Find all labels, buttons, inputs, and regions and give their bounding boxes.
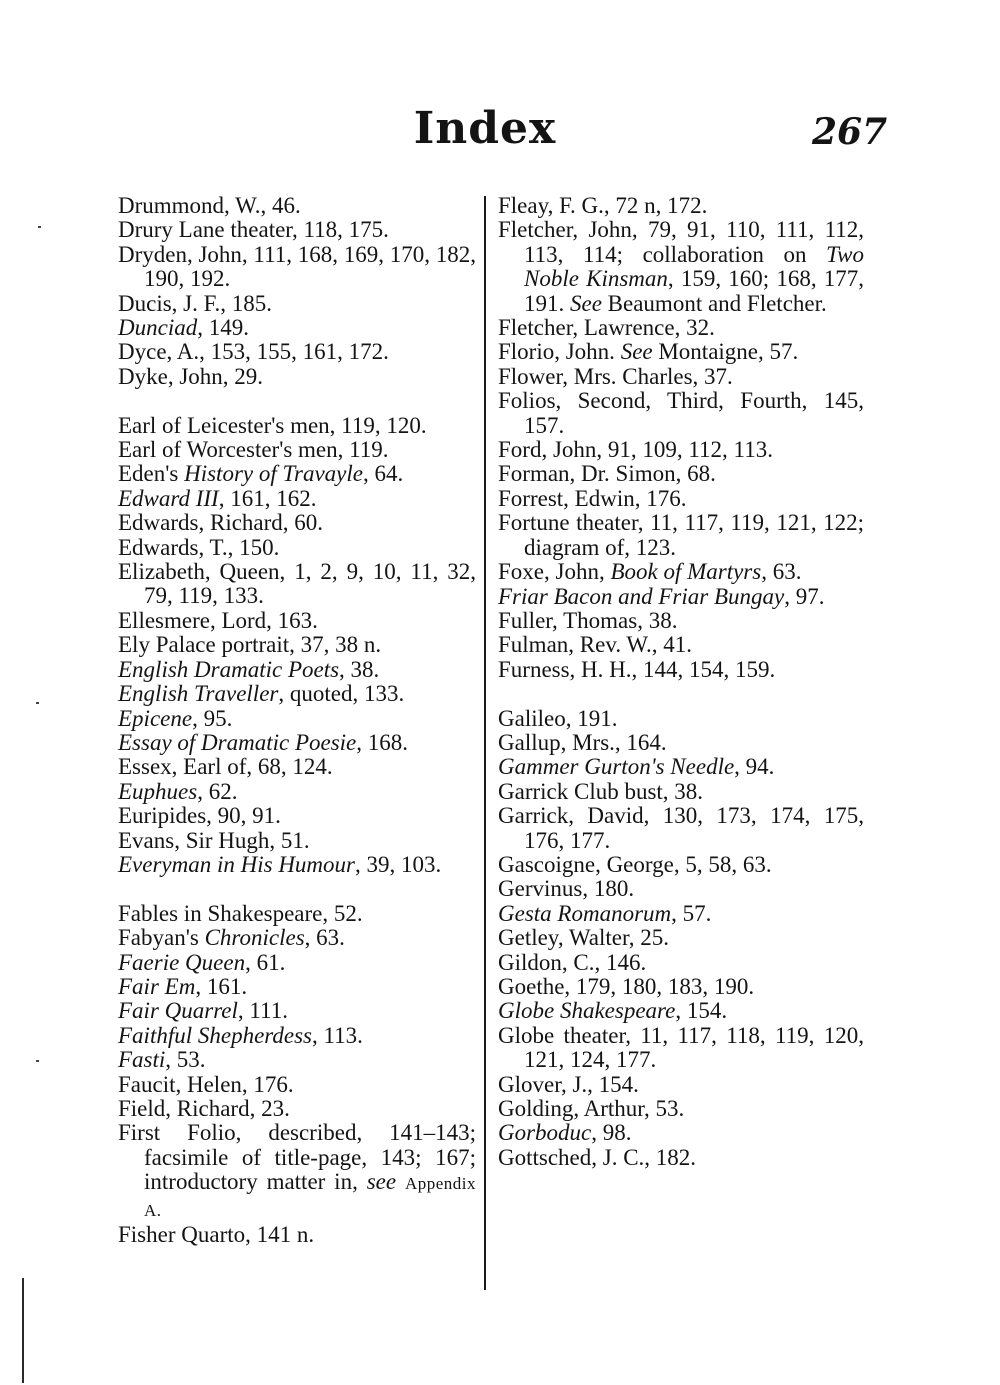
entry-pages: , 168. (356, 729, 409, 755)
index-entry: Elizabeth, Queen, 1, 2, 9, 10, 11, 32, 79, 119, 133. (118, 559, 476, 609)
index-entry (498, 560, 864, 584)
index-entry: Dyce, A., 153, 155, 161, 172. (118, 339, 389, 365)
work-title: English Dramatic Poets (118, 656, 340, 682)
index-entry: Earl of Leicester's men, 119, 120. (118, 412, 427, 438)
index-column-right (498, 194, 864, 1170)
index-entry (498, 218, 864, 316)
index-entry (498, 999, 864, 1023)
work-title: Fair Quarrel (118, 998, 238, 1024)
section-gap (118, 389, 476, 413)
index-entry (118, 658, 476, 682)
index-entry: Garrick, David, 130, 173, 174, 175, 176, 177. (498, 803, 864, 853)
index-entry: Drummond, W., 46. (118, 193, 301, 218)
index-entry: Flower, Mrs. Charles, 37. (498, 363, 733, 389)
entry-name: Florio, John. (498, 339, 621, 365)
index-entry (498, 902, 864, 926)
index-entry: Fortune theater, 11, 117, 119, 121, 122; diagram of, 123. (498, 510, 864, 560)
index-entry: Drury Lane theater, 118, 175. (118, 217, 389, 243)
index-entry: Euripides, 90, 91. (118, 803, 281, 829)
index-entry (118, 731, 476, 755)
entry-pages: , 61. (245, 949, 286, 975)
entry-pages: , 64. (363, 461, 404, 487)
entry-pages: , quoted, 133. (278, 681, 405, 707)
index-entry: Gottsched, J. C., 182. (498, 1144, 697, 1170)
entry-pages: , 111. (237, 998, 288, 1024)
entry-text: Montaigne, 57. (652, 339, 799, 365)
index-entry: Gervinus, 180. (498, 876, 635, 902)
entry-pages: , 154. (675, 998, 728, 1024)
index-entry: Fuller, Thomas, 38. (498, 607, 678, 633)
index-entry: Field, Richard, 23. (118, 1096, 290, 1121)
entry-name: Eden's (118, 461, 185, 487)
index-entry (118, 853, 476, 877)
work-title: Essay of Dramatic Poesie (118, 729, 357, 755)
index-entry (118, 1048, 476, 1072)
work-title: Fasti (118, 1047, 166, 1073)
work-title: Two Noble Kinsman (524, 241, 864, 292)
entry-pages: , 53. (165, 1047, 206, 1073)
entry-text: First Folio, described, 141–143; facsimile of title-page, 143; 167; introductory matter in, (118, 1120, 476, 1195)
work-title: Faithful Shepherdess (118, 1022, 312, 1048)
index-entry: Fulman, Rev. W., 41. (498, 632, 693, 658)
index-entry: Gascoigne, George, 5, 58, 63. (498, 851, 772, 877)
index-entry: Ellesmere, Lord, 163. (118, 607, 318, 633)
index-entry (498, 585, 864, 609)
appendix-reference: Appendix A. (144, 1174, 476, 1220)
work-title: Everyman in His Humour (118, 851, 355, 877)
index-entry: Ely Palace portrait, 37, 38 n. (118, 632, 382, 658)
work-title: Gesta Romanorum (498, 900, 672, 926)
margin-speck (36, 1060, 39, 1062)
index-entry: Golding, Arthur, 53. (498, 1096, 685, 1122)
work-title: Gorboduc (498, 1120, 592, 1146)
page-number: 267 (812, 111, 888, 153)
index-entry: Ford, John, 91, 109, 112, 113. (498, 437, 773, 463)
index-entry (118, 780, 476, 804)
entry-pages: , 98. (591, 1120, 632, 1146)
index-entry: Edwards, T., 150. (118, 534, 280, 560)
index-entry: Forman, Dr. Simon, 68. (498, 461, 716, 487)
entry-name: Foxe, John, (498, 559, 611, 585)
index-entry (118, 926, 476, 950)
margin-rule (22, 1278, 24, 1383)
work-title: English Traveller (118, 681, 279, 707)
work-title: Faerie Queen (118, 949, 246, 975)
see-reference: See (620, 339, 653, 365)
index-entry: Fisher Quarto, 141 n. (118, 1222, 315, 1248)
index-entry: Earl of Worcester's men, 119. (118, 437, 389, 463)
entry-name: Fabyan's (118, 925, 205, 951)
entry-pages: , 62. (197, 778, 238, 804)
work-title: Friar Bacon and Friar Bungay (498, 583, 785, 609)
index-entry (118, 707, 476, 731)
index-entry: Getley, Walter, 25. (498, 925, 669, 951)
entry-pages: , 57. (671, 900, 712, 926)
entry-pages: , 97. (784, 583, 825, 609)
index-entry: Furness, H. H., 144, 154, 159. (498, 656, 776, 682)
index-entry: Glover, J., 154. (498, 1071, 639, 1097)
work-title: Fair Em (118, 973, 196, 999)
index-entry: Globe theater, 11, 117, 118, 119, 120, 121, 124, 177. (498, 1022, 864, 1073)
entry-pages: , 63. (761, 559, 802, 585)
work-title: Euphues (118, 778, 198, 804)
index-entry: Fletcher, Lawrence, 32. (498, 315, 715, 341)
entry-pages: , 161. (195, 973, 248, 999)
entry-text: Beaumont and Fletcher. (601, 290, 827, 316)
work-title: Epicene (118, 705, 193, 731)
index-entry: Dryden, John, 111, 168, 169, 170, 182, 190, 192. (118, 241, 476, 292)
entry-pages: , 94. (734, 754, 775, 780)
work-title: History of Travayle (184, 461, 363, 487)
index-entry: Folios, Second, Third, Fourth, 145, 157. (498, 388, 864, 438)
page-title: Index (413, 103, 557, 154)
entry-pages: , 38. (339, 656, 380, 682)
work-title: Chronicles (204, 925, 305, 951)
index-entry (118, 999, 476, 1023)
index-entry (498, 755, 864, 779)
index-entry: Edwards, Richard, 60. (118, 510, 324, 536)
margin-speck (36, 702, 39, 704)
index-entry: Dyke, John, 29. (118, 363, 264, 389)
margin-speck (38, 226, 41, 228)
index-entry: Gildon, C., 146. (498, 949, 647, 975)
index-entry: Galileo, 191. (498, 705, 618, 731)
entry-pages: , 149. (197, 315, 249, 341)
index-entry (118, 975, 476, 999)
work-title: Globe Shakespeare (498, 998, 676, 1024)
see-reference: See (570, 290, 602, 316)
entry-text: Fletcher, John, 79, 91, 110, 111, 112, 113, 114; collaboration on (498, 217, 864, 267)
section-gap (498, 682, 864, 706)
entry-pages: , 39, 103. (355, 851, 442, 877)
entry-pages: , 63. (304, 925, 345, 951)
index-entry (498, 1121, 864, 1145)
entry-pages: , 161, 162. (218, 485, 317, 511)
work-title: Book of Martyrs (610, 559, 762, 585)
work-title: Edward III (118, 485, 219, 511)
index-entry (498, 340, 864, 364)
index-entry (118, 682, 476, 706)
index-entry: Ducis, J. F., 185. (118, 290, 273, 316)
entry-pages: , 95. (192, 705, 233, 731)
index-entry: Gallup, Mrs., 164. (498, 729, 667, 755)
see-reference: see (366, 1169, 397, 1195)
index-entry: Goethe, 179, 180, 183, 190. (498, 973, 755, 999)
section-gap (118, 877, 476, 901)
entry-pages: , 113. (311, 1022, 363, 1048)
index-entry (118, 487, 476, 511)
index-entry: Garrick Club bust, 38. (498, 778, 704, 804)
index-entry (118, 1024, 476, 1048)
index-entry (118, 951, 476, 975)
work-title: Dunciad (118, 315, 198, 341)
index-entry: Evans, Sir Hugh, 51. (118, 827, 310, 853)
work-title: Gammer Gurton's Needle (498, 754, 735, 780)
index-entry: Essex, Earl of, 68, 124. (118, 754, 333, 780)
entry-pages: , 159, 160; 168, 177, 191. (524, 266, 864, 316)
index-entry: Forrest, Edwin, 176. (498, 485, 687, 511)
index-entry (118, 462, 476, 486)
index-entry: Fleay, F. G., 72 n, 172. (498, 193, 708, 218)
index-entry: Fables in Shakespeare, 52. (118, 900, 363, 926)
index-entry: Faucit, Helen, 176. (118, 1071, 294, 1097)
index-column-left (118, 194, 476, 1247)
index-entry (118, 1121, 476, 1223)
index-entry (118, 316, 476, 340)
column-divider (484, 196, 486, 1290)
